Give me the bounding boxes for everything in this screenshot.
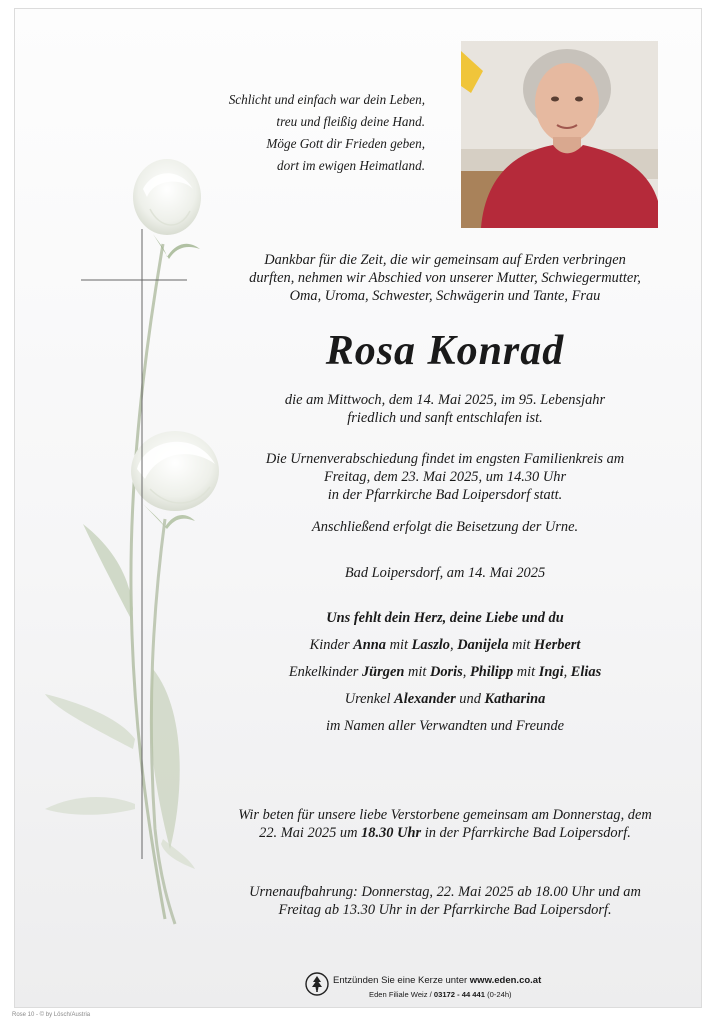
family-heading: Uns fehlt dein Herz, deine Liebe und du bbox=[326, 610, 564, 626]
intro-line: Dankbar für die Zeit, die wir gemeinsam auf Erden verbringen bbox=[264, 252, 626, 268]
poem-line: dort im ewigen Heimatland. bbox=[277, 158, 425, 173]
ceremony-line: Die Urnenverabschiedung findet im engsten Familienkreis am bbox=[265, 451, 625, 467]
prayer-line: Wir beten für unsere liebe Verstorbene gemeinsam am Donnerstag, dem bbox=[238, 807, 652, 823]
copyright-credit: Rose 10 - © by Lösch/Austria bbox=[12, 1012, 91, 1018]
poem-line: treu und fleißig deine Hand. bbox=[276, 114, 425, 129]
burial-text bbox=[205, 518, 685, 536]
ceremony-line: in der Pfarrkirche Bad Loipersdorf statt. bbox=[327, 487, 563, 503]
burial-line: Anschließend erfolgt die Beisetzung der Urne. bbox=[311, 519, 579, 535]
prayer-text bbox=[205, 806, 685, 842]
poem-line: Möge Gott dir Frieden geben, bbox=[266, 136, 425, 151]
family-great-grandchildren: Urenkel Alexander und Katharina bbox=[344, 691, 546, 707]
contact-line: Eden Filiale Weiz / 03172 - 44 441 (0-24h) bbox=[369, 990, 512, 999]
portrait-photo bbox=[461, 41, 658, 228]
family-relatives: im Namen aller Verwandten und Freunde bbox=[325, 718, 565, 734]
website-link[interactable]: www.eden.co.at bbox=[469, 975, 542, 986]
family-grandchildren: Enkelkinder Jürgen mit Doris, Philipp mit Ingi, Elias bbox=[288, 664, 602, 680]
prayer-line: 22. Mai 2025 um 18.30 Uhr in der Pfarrkirche Bad Loipersdorf. bbox=[259, 825, 631, 841]
lying-in-state-line: Urnenaufbahrung: Donnerstag, 22. Mai 2025 ab 18.00 Uhr und am bbox=[249, 884, 641, 900]
poem bbox=[215, 89, 425, 177]
place-date-line: Bad Loipersdorf, am 14. Mai 2025 bbox=[344, 565, 546, 581]
death-line: die am Mittwoch, dem 14. Mai 2025, im 95. Lebensjahr bbox=[284, 392, 606, 408]
death-notice-sheet bbox=[14, 8, 702, 1008]
death-line: friedlich und sanft entschlafen ist. bbox=[347, 410, 543, 426]
place-date bbox=[205, 564, 685, 582]
poem-line: Schlicht und einfach war dein Leben, bbox=[228, 92, 425, 107]
deceased-name: Rosa Konrad bbox=[325, 328, 565, 374]
candle-line: Entzünden Sie eine Kerze unter www.eden.co.at bbox=[333, 975, 542, 986]
intro-text bbox=[205, 251, 685, 305]
lying-in-state-text bbox=[205, 883, 685, 919]
family-children: Kinder Anna mit Laszlo, Danijela mit Herbert bbox=[309, 637, 581, 653]
intro-line: Oma, Uroma, Schwester, Schwägerin und Tante, Frau bbox=[289, 288, 601, 304]
mourners-list bbox=[205, 605, 685, 740]
white-roses-illustration bbox=[35, 149, 225, 929]
lying-in-state-line: Freitag ab 13.30 Uhr in der Pfarrkirche Bad Loipersdorf. bbox=[278, 902, 612, 918]
phone-number: 03172 - 44 441 bbox=[433, 990, 485, 999]
ceremony-line: Freitag, dem 23. Mai 2025, um 14.30 Uhr bbox=[323, 469, 567, 485]
ceremony-details bbox=[205, 450, 685, 504]
intro-line: durften, nehmen wir Abschied von unserer Mutter, Schwiegermutter, bbox=[249, 270, 641, 286]
death-details bbox=[205, 391, 685, 427]
tree-logo-icon bbox=[305, 972, 329, 996]
